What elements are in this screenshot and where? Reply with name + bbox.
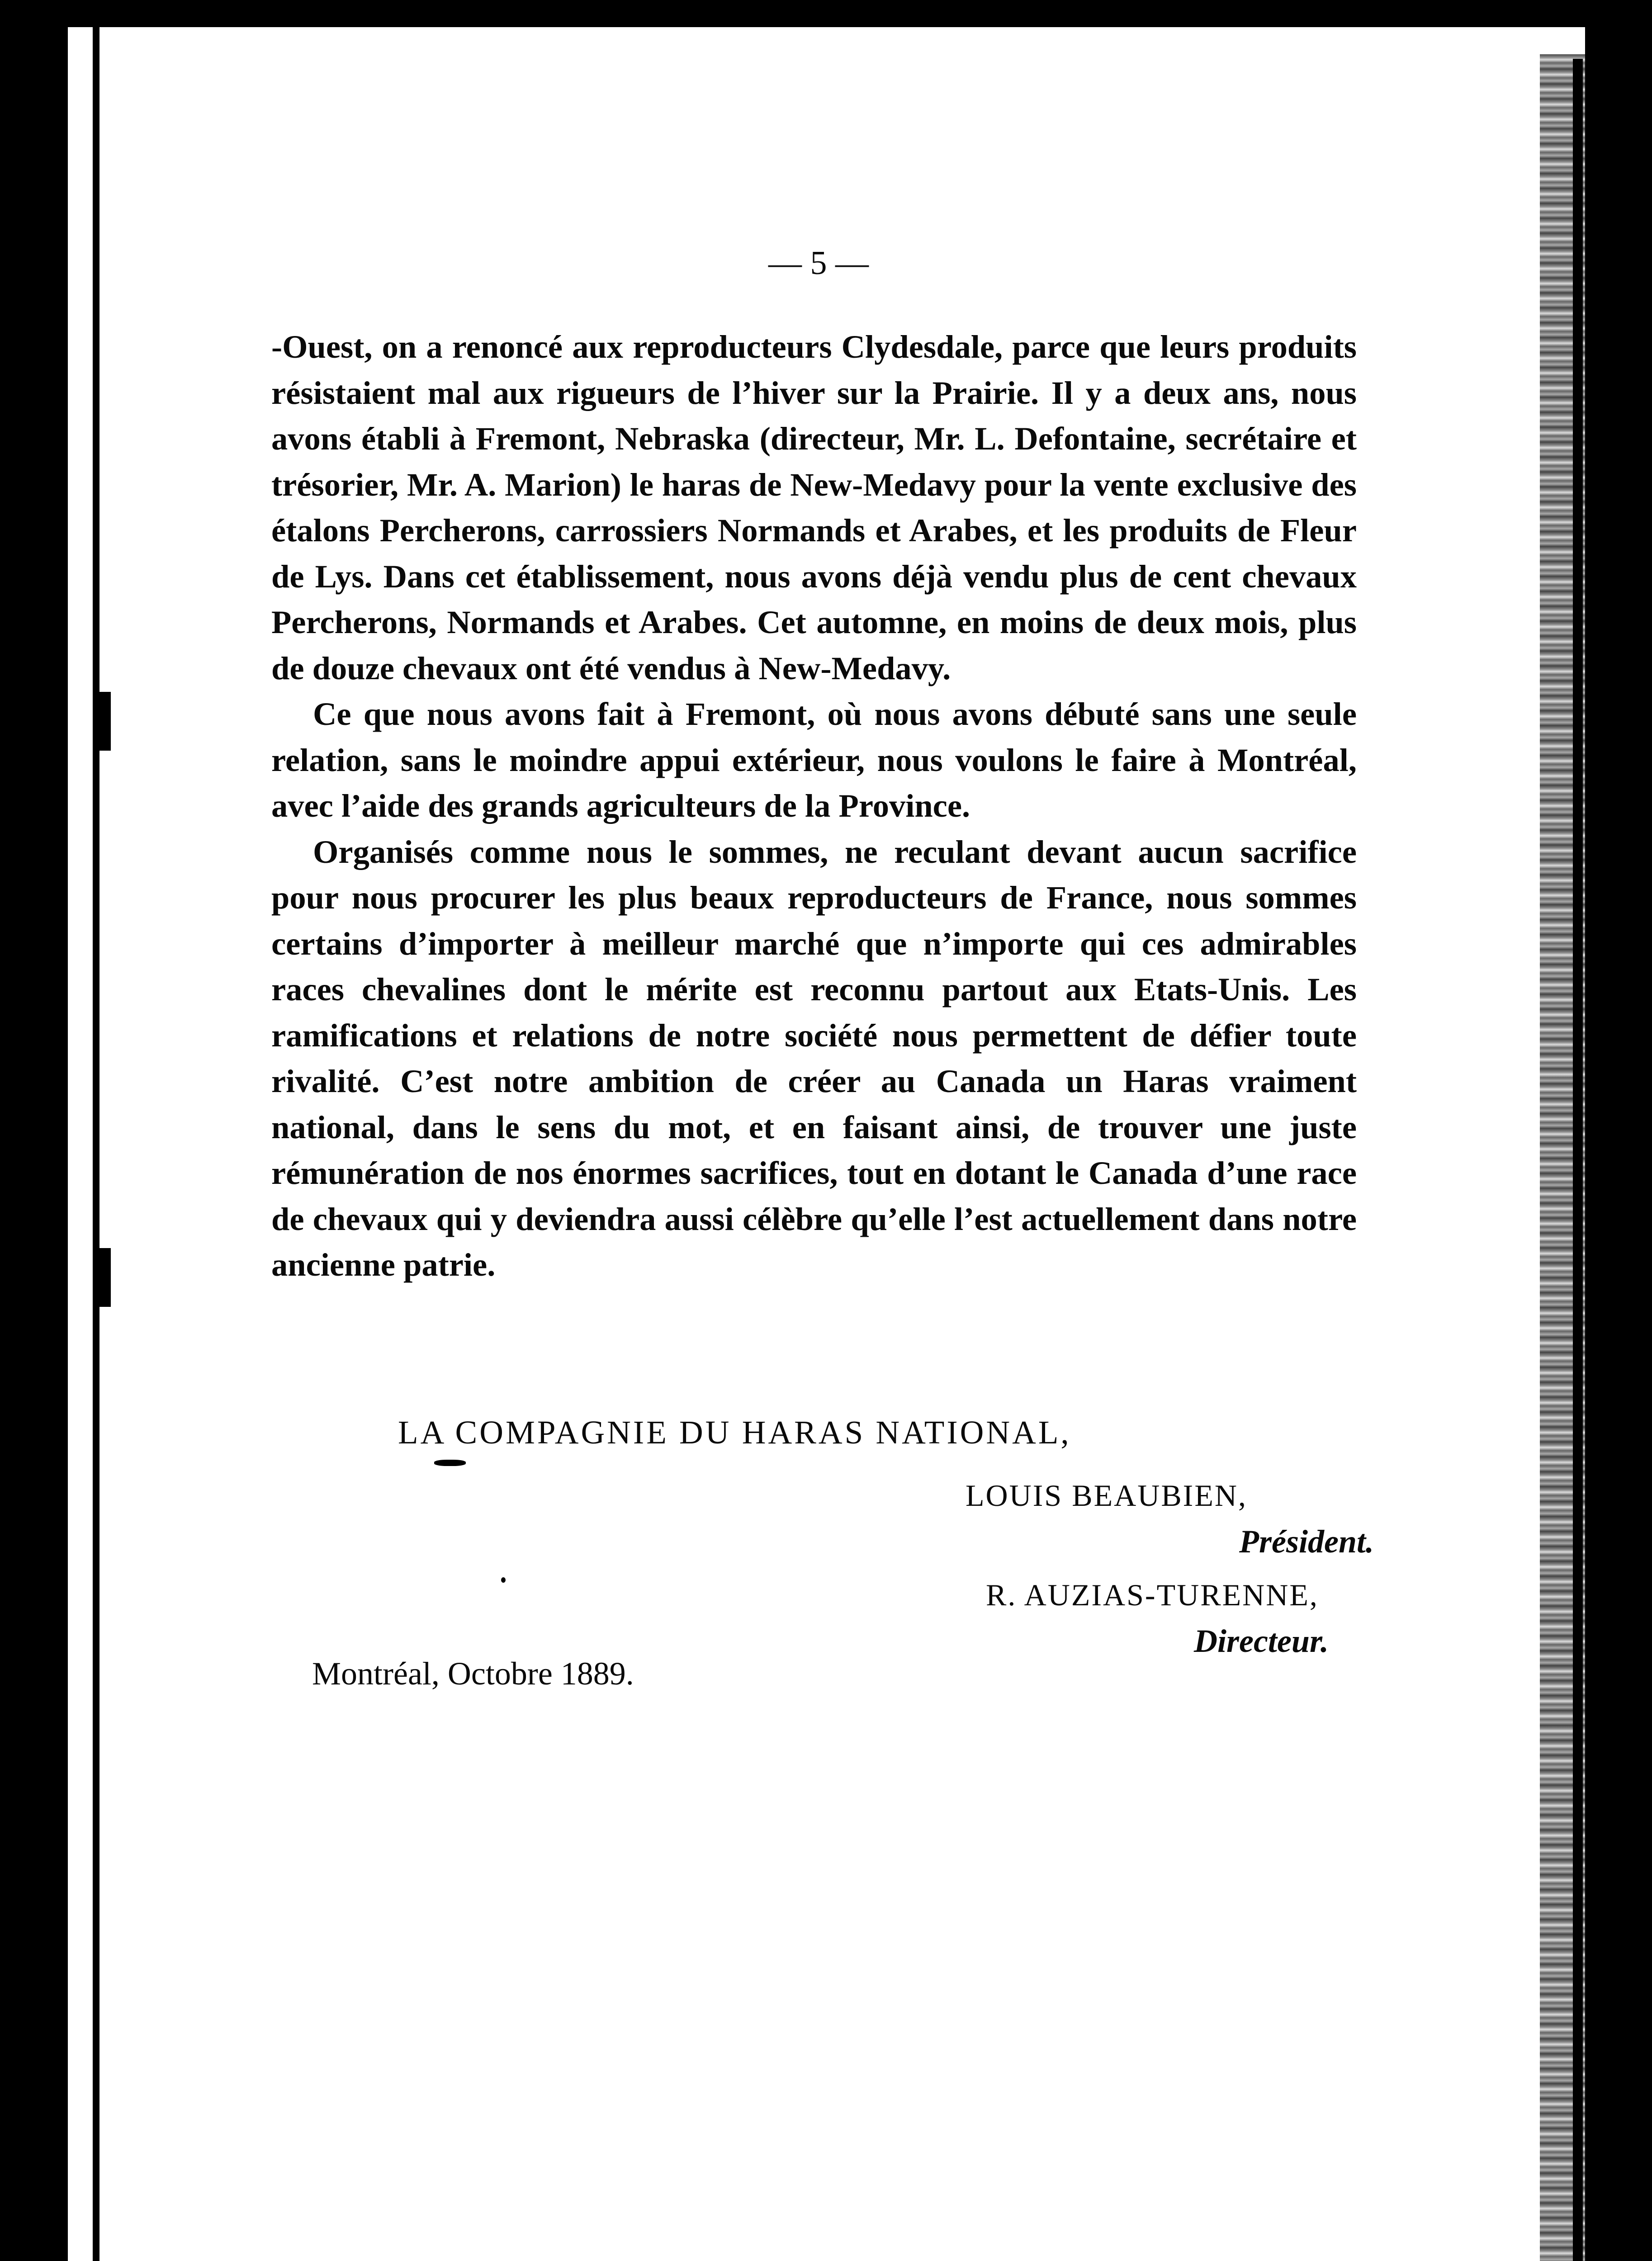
body-text [271, 324, 1357, 1288]
signatory-name: LOUIS BEAUBIEN, [966, 1478, 1247, 1513]
page-number: — 5 — [768, 245, 869, 282]
signatory-title: Président. [1239, 1523, 1374, 1560]
paragraph: Ce que nous avons fait à Fremont, où nous avons débuté sans une seule relation, sans le moindre appui extérieur, nous voulons le faire à Montréal, avec l’aide des grands agriculteurs de la Province. [271, 695, 1357, 824]
binding-mark [93, 692, 111, 751]
place-date: Montréal, Octobre 1889. [312, 1656, 634, 1692]
scan-border-top [0, 0, 1652, 27]
scan-border-right [1585, 0, 1652, 2261]
paragraph: Organisés comme nous le sommes, ne reculant devant aucun sacrifice pour nous procurer les plus beaux reproducteurs de France, nous sommes certains d’importer à meilleur marché que n’importe qui ces admirables races chevalines dont le mérite est reconnu partout aux Etats-Unis. Les ramifications et relations de notre société nous permettent de défier toute rivalité. C’est notre ambition de créer au Canada un Haras vraiment national, dans le sens du mot, et en faisant ainsi, de trouver une juste rémunération de nos énormes sacrifices, tout en dotant le Canada d’une race de chevaux qui y deviendra aussi célèbre qu’elle l’est actuellement dans notre ancienne patrie. [271, 833, 1357, 1283]
signatory-title: Directeur. [1194, 1623, 1329, 1659]
scan-border-right-inner [1573, 59, 1583, 2261]
paragraph: -Ouest, on a renoncé aux reproducteurs Clydesdale, parce que leurs produits résistaient mal aux rigueurs de l’hiver sur la Prairie. Il y a deux ans, nous avons établi à Fremont, Nebraska (directeur, Mr. L. Defontaine, secrétaire et trésorier, Mr. A. Marion) le haras de New-Medavy pour la vente exclusive des étalons Percherons, carrossiers Normands et Arabes, et les produits de Fleur de Lys. Dans cet établissement, nous avons déjà vendu plus de cent chevaux Percherons, Normands et Arabes. Cet automne, en moins de deux mois, plus de douze chevaux ont été vendus à New-Medavy. [271, 328, 1357, 686]
company-name: LA COMPAGNIE DU HARAS NATIONAL, [398, 1414, 1071, 1451]
scan-speck [434, 1460, 466, 1466]
signatory-name: R. AUZIAS-TURENNE, [986, 1578, 1319, 1612]
binding-mark [93, 1248, 111, 1307]
scan-border-left [0, 0, 57, 2261]
scan-border-gap [68, 27, 93, 2261]
scan-speck [501, 1577, 506, 1583]
